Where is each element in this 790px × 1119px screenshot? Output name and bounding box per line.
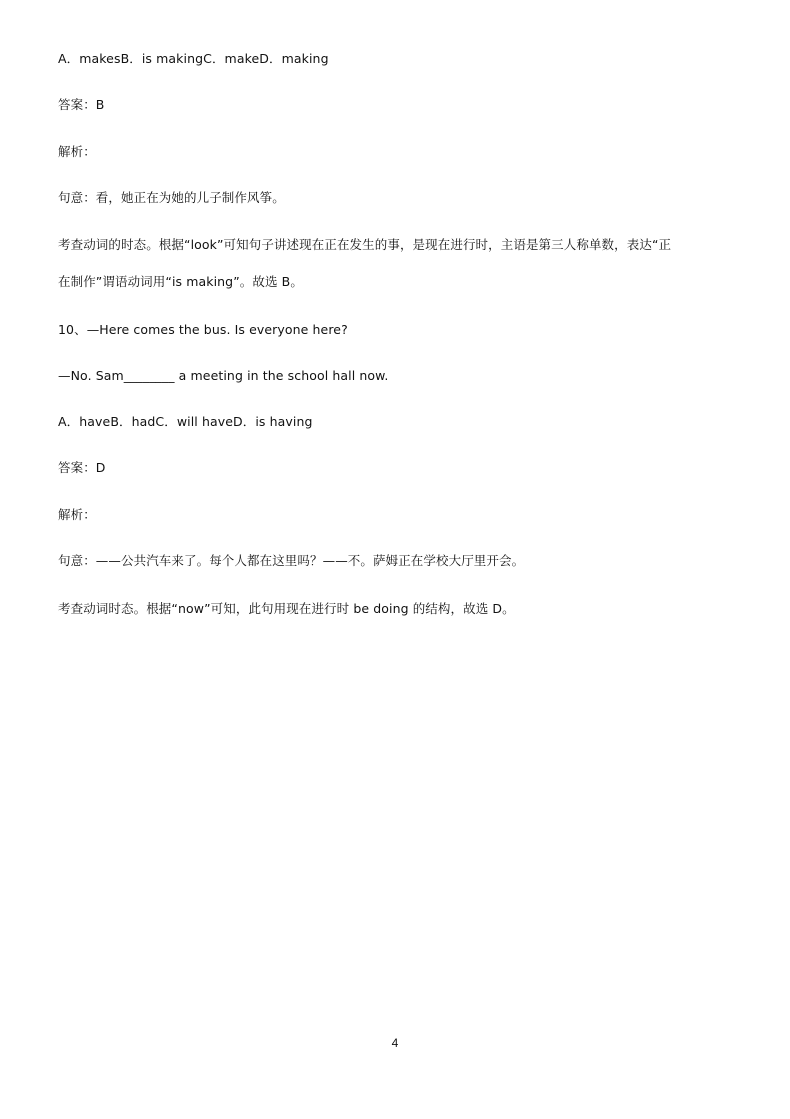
q10-explanation: 考查动词时态。根据“now”可知，此句用现在进行时 be doing 的结构，故选 D。 (58, 601, 515, 616)
page-number: 4 (391, 1036, 399, 1050)
q10-meaning: 句意：——公共汽车来了。每个人都在这里吗？——不。萨姆正在学校大厅里开会。 (58, 553, 525, 568)
q10-answer: 答案：D (58, 460, 106, 475)
q10-analysis-label: 解析： (58, 507, 96, 522)
q10-reply: —No. Sam________ a meeting in the school hall now. (58, 368, 389, 383)
q9-answer: 答案：B (58, 97, 105, 112)
q10-question: 10、—Here comes the bus. Is everyone here? (58, 322, 348, 337)
q9-options: A．makesB．is makingC．makeD．making (58, 51, 329, 66)
q10-options: A．haveB．hadC．will haveD．is having (58, 414, 313, 429)
q9-explanation-line1: 考查动词的时态。根据“look”可知句子讲述现在正在发生的事，是现在进行时，主语是第三人称单数，表达“正 (58, 237, 672, 252)
q9-analysis-label: 解析： (58, 144, 96, 159)
q9-meaning: 句意：看，她正在为她的儿子制作风筝。 (58, 190, 285, 205)
q9-explanation-line2: 在制作”谓语动词用“is making”。故选 B。 (58, 274, 303, 289)
